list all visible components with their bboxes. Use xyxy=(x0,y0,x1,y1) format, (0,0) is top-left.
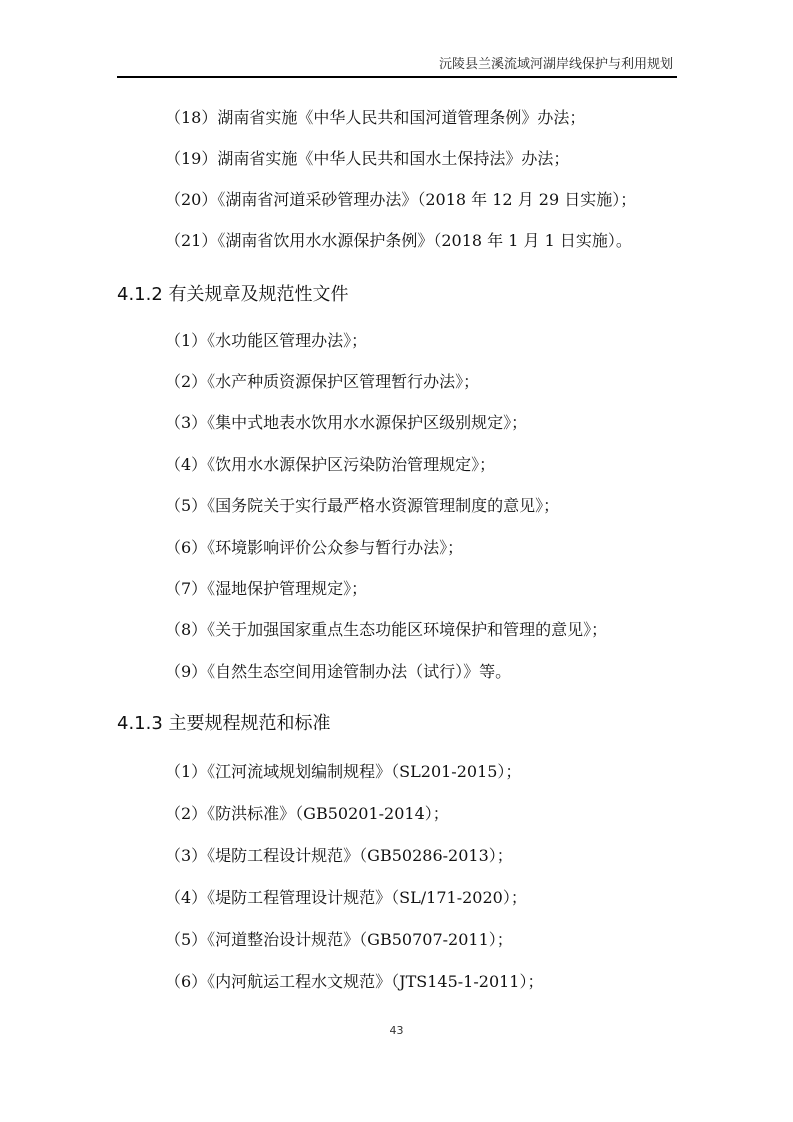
law-item-19: （19）湖南省实施《中华人民共和国水土保持法》办法； xyxy=(165,149,570,168)
law-item-18: （18）湖南省实施《中华人民共和国河道管理条例》办法； xyxy=(165,108,586,127)
regulation-item-6: （6）《环境影响评价公众参与暂行办法》； xyxy=(165,538,464,557)
standard-item-2: （2）《防洪标准》（GB50201-2014）； xyxy=(165,804,449,823)
regulation-item-7: （7）《湿地保护管理规定》； xyxy=(165,579,368,598)
law-item-20: （20）《湖南省河道采砂管理办法》（2018 年 12 月 29 日实施）； xyxy=(165,190,637,209)
standard-item-5: （5）《河道整治设计规范》（GB50707-2011）； xyxy=(165,930,513,949)
document-title: 沅陵县兰溪流域河湖岸线保护与利用规划 xyxy=(438,57,673,72)
section-heading-4-1-2: 4.1.2 有关规章及规范性文件 xyxy=(117,284,349,305)
regulation-item-2: （2）《水产种质资源保护区管理暂行办法》； xyxy=(165,372,480,391)
standard-item-1: （1）《江河流域规划编制规程》（SL201-2015）； xyxy=(165,762,522,781)
regulation-item-5: （5）《国务院关于实行最严格水资源管理制度的意见》； xyxy=(165,496,560,515)
regulation-item-1: （1）《水功能区管理办法》； xyxy=(165,331,368,350)
page-number: 43 xyxy=(389,1024,404,1037)
regulation-item-9: （9）《自然生态空间用途管制办法（试行）》等。 xyxy=(165,662,512,681)
standard-item-4: （4）《堤防工程管理设计规范》（SL/171-2020）； xyxy=(165,888,527,907)
standard-item-6: （6）《内河航运工程水文规范》（JTS145-1-2011）； xyxy=(165,972,544,991)
regulation-item-8: （8）《关于加强国家重点生态功能区环境保护和管理的意见》； xyxy=(165,620,608,639)
regulation-item-4: （4）《饮用水水源保护区污染防治管理规定》； xyxy=(165,455,496,474)
section-heading-4-1-3: 4.1.3 主要规程规范和标准 xyxy=(117,713,331,734)
page-header xyxy=(117,44,677,78)
standard-item-3: （3）《堤防工程设计规范》（GB50286-2013）； xyxy=(165,846,513,865)
law-item-21: （21）《湖南省饮用水水源保护条例》（2018 年 1 月 1 日实施）。 xyxy=(165,231,632,250)
regulation-item-3: （3）《集中式地表水饮用水水源保护区级别规定》； xyxy=(165,413,528,432)
